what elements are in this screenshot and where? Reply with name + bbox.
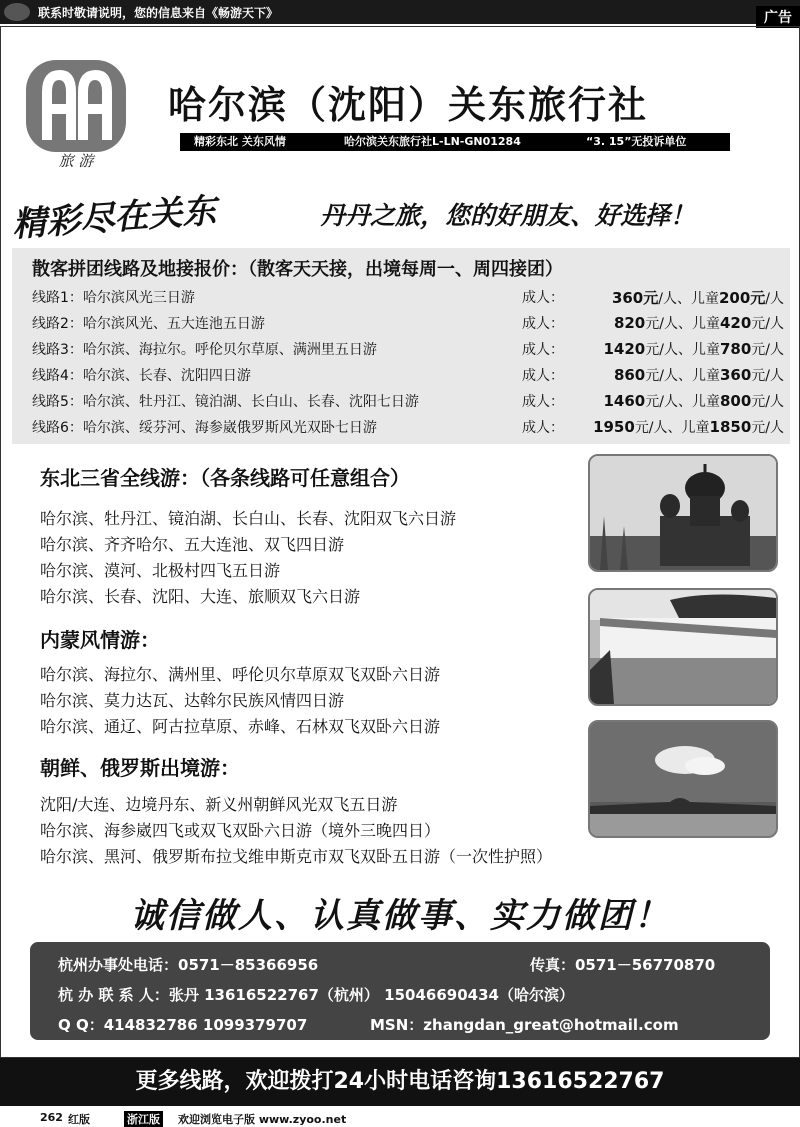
province-label: 浙江版: [124, 1111, 163, 1127]
tour-line: 哈尔滨、漠河、北极村四飞五日游: [40, 561, 281, 580]
web-link[interactable]: 欢迎浏览电子版 www.zyoo.net: [178, 1113, 347, 1126]
tour-line: 哈尔滨、长春、沈阳、大连、旅顺双飞六日游: [40, 587, 361, 606]
route-price: 820元/人、儿童420元/人: [613, 314, 784, 332]
adult-label: 成人：: [522, 368, 564, 384]
route-name: 线路2：哈尔滨风光、五大连池五日游: [32, 316, 265, 332]
slogan-left: 精彩尽在关东: [11, 190, 218, 246]
adult-label: 成人：: [522, 342, 564, 358]
adult-label: 成人：: [522, 316, 564, 332]
tour-line: 哈尔滨、牡丹江、镜泊湖、长白山、长春、沈阳双飞六日游: [40, 509, 457, 528]
tour-line: 哈尔滨、莫力达瓦、达斡尔民族风情四日游: [40, 691, 345, 710]
route-name: 线路4：哈尔滨、长春、沈阳四日游: [32, 368, 251, 384]
section-title: 朝鲜、俄罗斯出境游：: [40, 756, 240, 780]
adult-label: 成人：: [522, 394, 564, 410]
magazine-logo-icon: [4, 3, 30, 21]
page-number: 262: [40, 1111, 63, 1124]
contact-person: 杭 办 联 系 人：张丹 13616522767（杭州） 15046690434（哈尔滨）: [58, 986, 574, 1004]
route-price: 1460元/人、儿童800元/人: [603, 392, 784, 410]
route-price: 860元/人、儿童360元/人: [613, 366, 784, 384]
section-title: 内蒙风情游：: [40, 628, 160, 652]
tagline-3: “3. 15”无投诉单位: [586, 135, 687, 148]
route-name: 线路6：哈尔滨、绥芬河、海参崴俄罗斯风光双卧七日游: [32, 420, 377, 436]
tour-line: 哈尔滨、齐齐哈尔、五大连池、双飞四日游: [40, 535, 345, 554]
waterfall-photo: [588, 588, 778, 706]
agency-logo-icon: [20, 52, 132, 170]
tour-line: 哈尔滨、黑河、俄罗斯布拉戈维申斯克市双飞双卧五日游（一次性护照）: [40, 847, 553, 866]
qq-numbers: Q Q：414832786 1099379707: [58, 1016, 308, 1034]
credo-slogan: 诚信做人、认真做事、实力做团！: [130, 896, 670, 936]
route-name: 线路5：哈尔滨、牡丹江、镜泊湖、长白山、长春、沈阳七日游: [32, 394, 419, 410]
msn-address: MSN：zhangdan_great@hotmail.com: [370, 1016, 679, 1034]
info-bar: [180, 133, 730, 151]
price-heading: 散客拼团线路及地接报价：（散客天天接，出境每周一、周四接团）: [32, 259, 563, 280]
route-price: 1420元/人、儿童780元/人: [603, 340, 784, 358]
fax: 传真：0571－56770870: [530, 956, 716, 974]
adult-label: 成人：: [522, 290, 564, 306]
route-price: 360元/人、儿童200元/人: [611, 289, 784, 307]
tagline-2: 哈尔滨关东旅行社L-LN-GN01284: [344, 135, 521, 148]
tour-line: 沈阳/大连、边境丹东、新义州朝鲜风光双飞五日游: [40, 795, 398, 814]
section-title: 东北三省全线游：（各条线路可任意组合）: [40, 466, 410, 490]
company-name: 哈尔滨（沈阳）关东旅行社: [168, 83, 649, 127]
hotline-banner: 更多线路，欢迎拨打24小时电话咨询13616522767: [0, 1058, 800, 1106]
edition-label: 红版: [68, 1113, 90, 1126]
top-bar-message: 联系时敬请说明，您的信息来自《畅游天下》: [38, 6, 279, 20]
contact-box: [30, 942, 770, 1040]
office-phone: 杭州办事处电话：0571－85366956: [58, 956, 319, 974]
route-name: 线路1：哈尔滨风光三日游: [32, 290, 195, 306]
tour-line: 哈尔滨、海参崴四飞或双飞双卧六日游（境外三晚四日）: [40, 821, 441, 840]
slogan-right: 丹丹之旅，您的好朋友、好选择！: [320, 201, 696, 230]
logo-text: 旅 游: [58, 152, 94, 170]
tour-line: 哈尔滨、海拉尔、满州里、呼伦贝尔草原双飞双卧六日游: [40, 665, 441, 684]
route-price: 1950元/人、儿童1850元/人: [593, 418, 784, 436]
top-bar: [0, 0, 800, 24]
coast-photo: [588, 720, 778, 838]
tour-line: 哈尔滨、通辽、阿古拉草原、赤峰、石林双飞双卧六日游: [40, 717, 441, 736]
route-name: 线路3：哈尔滨、海拉尔。呼伦贝尔草原、满洲里五日游: [32, 342, 377, 358]
adult-label: 成人：: [522, 420, 564, 436]
footer: [0, 1108, 800, 1127]
tagline-1: 精彩东北 关东风情: [194, 135, 286, 148]
cathedral-photo: [588, 454, 778, 572]
ad-tag: 广告: [756, 6, 800, 28]
